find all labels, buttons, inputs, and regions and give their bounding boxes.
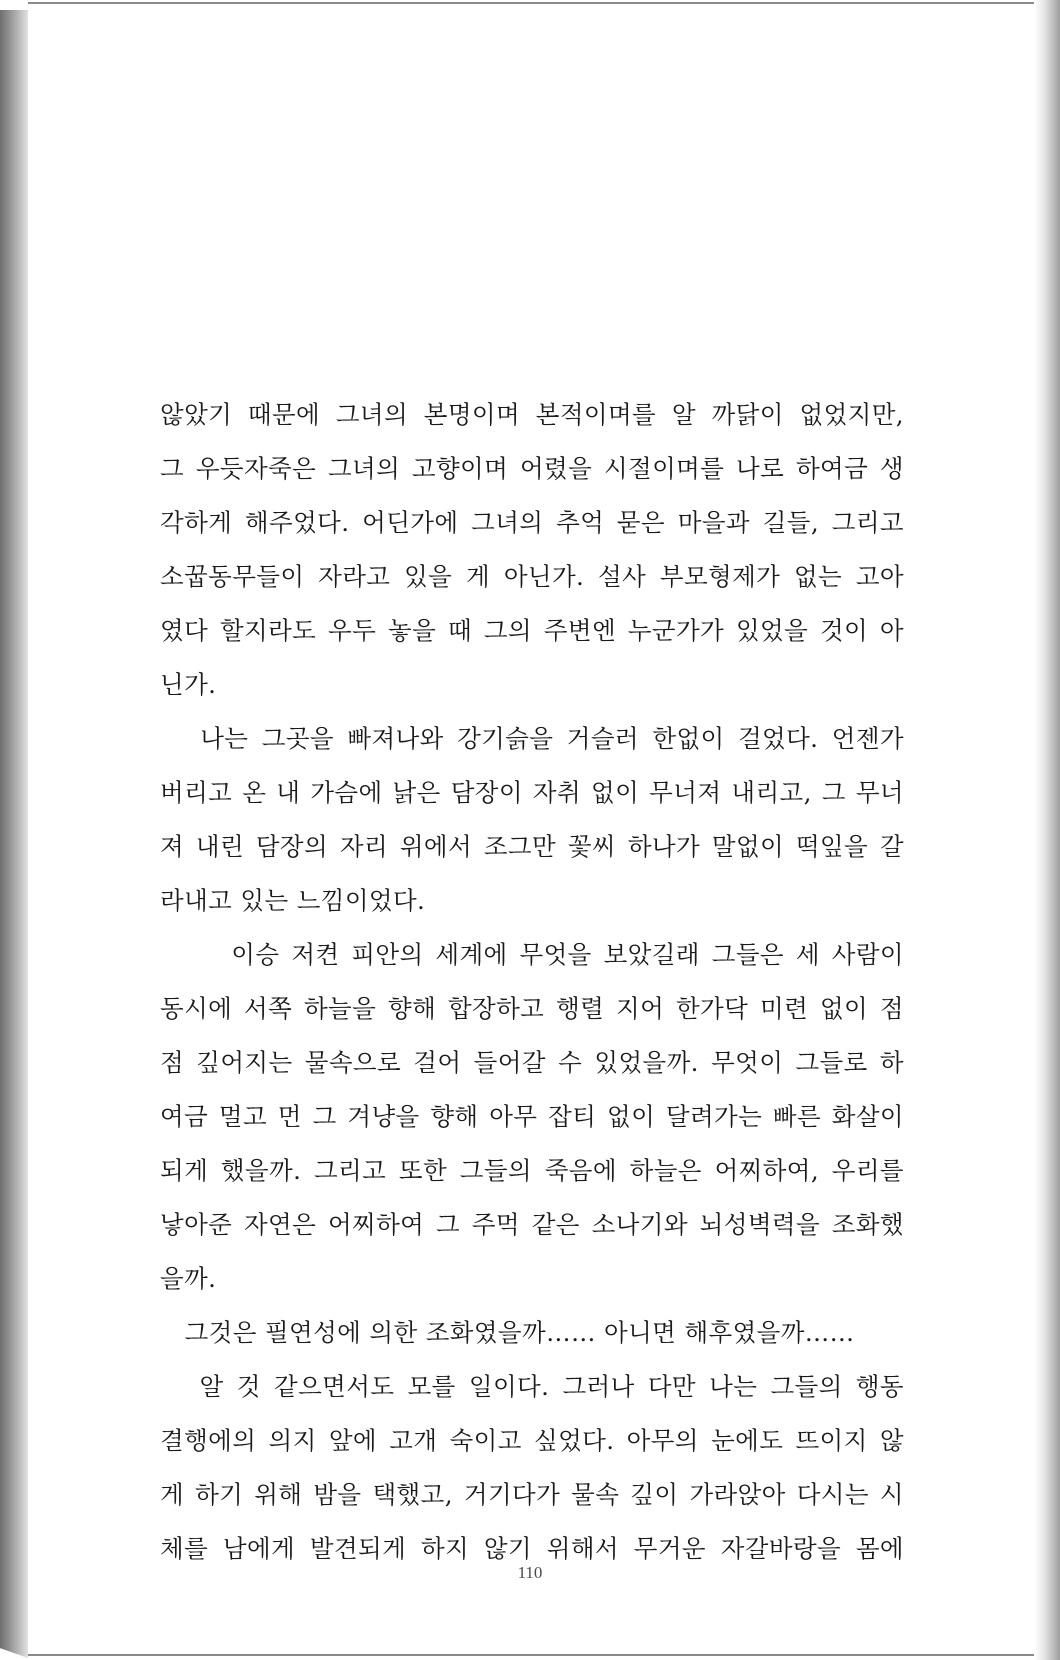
page-number: 110 <box>517 1563 543 1582</box>
text-line: 소꿉동무들이 자라고 있을 게 아닌가. 설사 부모형제가 없는 고아 <box>160 562 904 591</box>
text-line: 체를 남에게 발견되게 하지 않기 위해서 무거운 자갈바랑을 몸에 <box>160 1534 904 1563</box>
text-line: 않았기 때문에 그녀의 본명이며 본적이며를 알 까닭이 없었지만, <box>160 400 904 429</box>
text-line: 였다 할지라도 우두 놓을 때 그의 주변엔 누군가가 있었을 것이 아 <box>160 616 904 645</box>
text-line: 각하게 해주었다. 어딘가에 그녀의 추억 묻은 마을과 길들, 그리고 <box>160 508 904 537</box>
page-edge-shadow <box>1034 0 1060 1660</box>
text-line: 이승 저켠 피안의 세계에 무엇을 보았길래 그들은 세 사람이 <box>160 940 904 969</box>
text-line: 그 우듯자죽은 그녀의 고향이며 어렸을 시절이며를 나로 하여금 생 <box>160 454 904 483</box>
text-line: 동시에 서쪽 하늘을 향해 합장하고 행렬 지어 한가닥 미련 없이 점 <box>160 994 904 1023</box>
text-line: 되게 했을까. 그리고 또한 그들의 죽음에 하늘은 어찌하여, 우리를 <box>160 1156 904 1185</box>
text-line: 결행에의 의지 앞에 고개 숙이고 싶었다. 아무의 눈에도 뜨이지 않 <box>160 1426 904 1455</box>
text-line: 알 것 같으면서도 모를 일이다. 그러나 다만 나는 그들의 행동 <box>160 1372 904 1401</box>
text-line: 나는 그곳을 빠져나와 강기슭을 거슬러 한없이 걸었다. 언젠가 <box>160 724 904 753</box>
text-line: 점 깊어지는 물속으로 걸어 들어갈 수 있었을까. 무엇이 그들로 하 <box>160 1048 904 1077</box>
text-line: 라내고 있는 느낌이었다. <box>160 886 426 915</box>
text-line: 져 내린 담장의 자리 위에서 조그만 꽃씨 하나가 말없이 떡잎을 갈 <box>160 832 904 861</box>
text-line: 그것은 필연성에 의한 조화였을까…… 아니면 해후였을까…… <box>160 1318 855 1347</box>
text-line: 게 하기 위해 밤을 택했고, 거기다가 물속 깊이 가라앉아 다시는 시 <box>160 1480 904 1509</box>
text-line: 여금 멀고 먼 그 겨냥을 향해 아무 잡티 없이 달려가는 빠른 화살이 <box>160 1102 904 1131</box>
text-line: 을까. <box>160 1264 217 1293</box>
body-text <box>160 388 904 1576</box>
book-spine-edge <box>0 10 28 1658</box>
text-line: 버리고 온 내 가슴에 낡은 담장이 자취 없이 무너져 내리고, 그 무너 <box>160 778 904 807</box>
text-line: 닌가. <box>160 670 217 699</box>
text-line: 낳아준 자연은 어찌하여 그 주먹 같은 소나기와 뇌성벽력을 조화했 <box>160 1210 904 1239</box>
